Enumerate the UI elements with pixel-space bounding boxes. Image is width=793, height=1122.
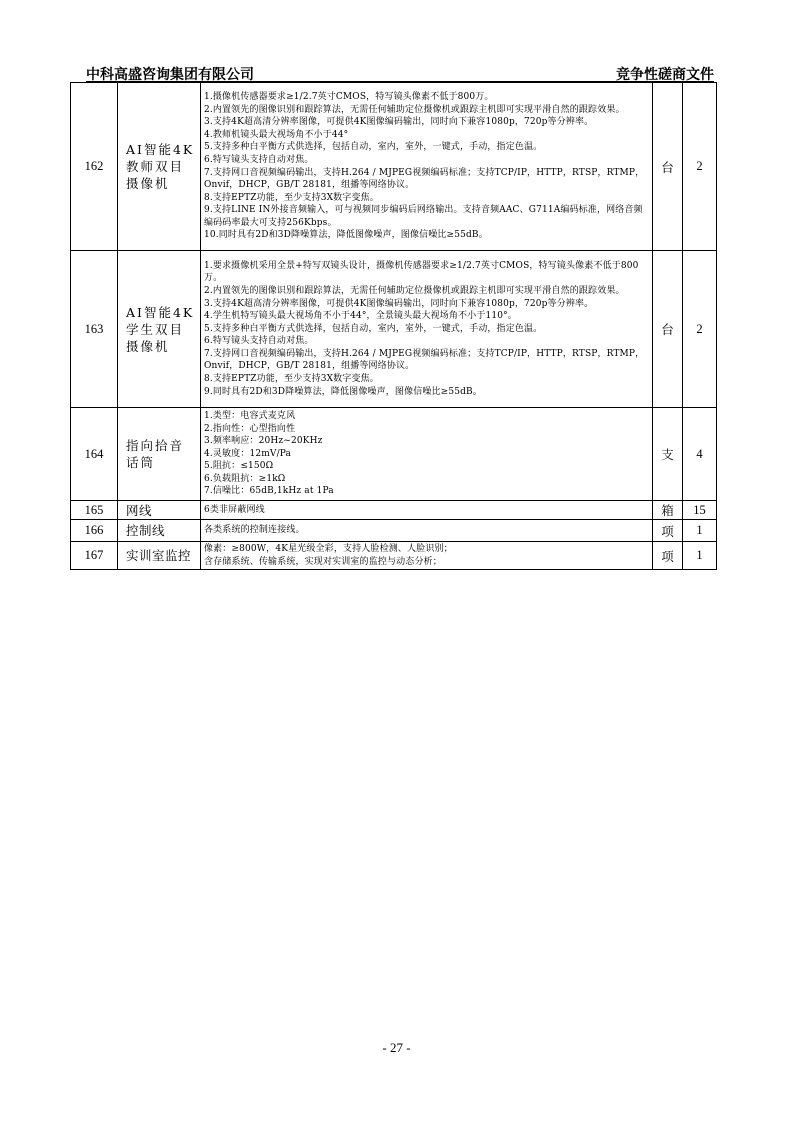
table-row bbox=[71, 520, 717, 542]
table-row bbox=[71, 83, 717, 251]
spec-line: 1.要求摄像机采用全景+特写双镜头设计，摄像机传感器要求≥1/2.7英寸CMOS，特写镜头像素不低于800万。 bbox=[204, 260, 639, 284]
spec-line: 6.特写镜头支持自动对焦。 bbox=[204, 336, 314, 347]
item-spec bbox=[201, 501, 653, 520]
spec-line: 7.支持网口音视频编码输出，支持H.264 / MJPEG视频编码标准；支持TCP/IP，HTTP，RTSP，RTMP，Onvif，DHCP，GB/T 28181，组播等网络协议。 bbox=[204, 167, 645, 191]
spec-line: 9.支持LINE IN外接音频输入，可与视频同步编码后网络输出。支持音频AAC、G711A编码标准，网络音频编码码率最大可支持256Kbps。 bbox=[204, 205, 643, 228]
spec-line: 像素：≥800W，4K星光级全彩，支持人脸检测、人脸识别； bbox=[204, 544, 453, 554]
table-row bbox=[71, 542, 717, 570]
item-quantity: 4 bbox=[683, 408, 717, 501]
spec-line: 4.学生机特写镜头最大视场角不小于44°，全景镜头最大视场角不小于110°。 bbox=[204, 311, 517, 322]
spec-line: 2.内置领先的图像识别和跟踪算法，无需任何辅助定位摄像机或跟踪主机即可实现平滑自然的跟踪效果。 bbox=[204, 104, 625, 115]
row-number: 163 bbox=[71, 251, 118, 408]
item-unit: 项 bbox=[653, 520, 683, 542]
spec-line: 8.支持EPTZ功能，至少支持3X数字变焦。 bbox=[204, 192, 379, 203]
spec-line: 4.教师机镜头最大视场角不小于44° bbox=[204, 129, 349, 140]
spec-line: 1.类型：电容式麦克风 bbox=[204, 410, 296, 421]
spec-line: 5.阻抗：≤150Ω bbox=[204, 461, 274, 472]
spec-line: 8.支持EPTZ功能，至少支持3X数字变焦。 bbox=[204, 374, 379, 385]
spec-line: 2.内置领先的图像识别和跟踪算法，无需任何辅助定位摄像机或跟踪主机即可实现平滑自然的跟踪效果。 bbox=[204, 285, 625, 296]
item-quantity: 1 bbox=[683, 520, 717, 542]
spec-line: 3.支持4K超高清分辨率图像，可提供4K图像编码输出，同时向下兼容1080p，720p等分辨率。 bbox=[204, 298, 594, 309]
spec-line: 6.负载阻抗：≥1kΩ bbox=[204, 473, 286, 484]
spec-line: 2.指向性：心型指向性 bbox=[204, 423, 296, 434]
item-unit: 支 bbox=[653, 408, 683, 501]
item-spec bbox=[201, 251, 653, 408]
spec-line: 3.支持4K超高清分辨率图像，可提供4K图像编码输出，同时向下兼容1080p，720p等分辨率。 bbox=[204, 117, 594, 128]
item-quantity: 1 bbox=[683, 542, 717, 570]
item-unit: 台 bbox=[653, 251, 683, 408]
row-number: 167 bbox=[71, 542, 118, 570]
page-number: - 27 - bbox=[382, 1040, 411, 1055]
spec-line: 7.信噪比：65dB,1kHz at 1Pa bbox=[204, 486, 334, 497]
item-name: AI智能4K学生双目摄像机 bbox=[118, 251, 201, 408]
spec-line: 7.支持网口音视频编码输出，支持H.264 / MJPEG视频编码标准；支持TCP/IP，HTTP，RTSP，RTMP，Onvif，DHCP，GB/T 28181，组播等网络协议。 bbox=[204, 348, 645, 372]
item-spec bbox=[201, 542, 653, 570]
item-unit: 项 bbox=[653, 542, 683, 570]
item-name: 实训室监控 bbox=[118, 542, 201, 570]
item-unit: 台 bbox=[653, 83, 683, 251]
spec-line: 5.支持多种白平衡方式供选择，包括自动，室内，室外，一键式，手动，指定色温。 bbox=[204, 142, 543, 153]
spec-line: 4.灵敏度：12mV/Pa bbox=[204, 448, 292, 459]
table-row bbox=[71, 501, 717, 520]
spec-table bbox=[70, 82, 717, 570]
item-name: 指向拾音话筒 bbox=[118, 408, 201, 501]
spec-line: 10.同时具有2D和3D降噪算法，降低图像噪声，图像信噪比≥55dB。 bbox=[204, 230, 488, 241]
spec-line: 6.特写镜头支持自动对焦。 bbox=[204, 154, 314, 165]
item-spec bbox=[201, 408, 653, 501]
spec-line: 含存储系统、传输系统，实现对实训室的监控与动态分析； bbox=[204, 556, 442, 567]
spec-line: 各类系统的控制连接线。 bbox=[204, 525, 305, 536]
spec-line: 5.支持多种白平衡方式供选择，包括自动，室内，室外，一键式，手动，指定色温。 bbox=[204, 323, 543, 334]
row-number: 165 bbox=[71, 501, 118, 520]
item-spec bbox=[201, 520, 653, 542]
header-company: 中科高盛咨询集团有限公司 bbox=[86, 67, 254, 83]
item-name: 控制线 bbox=[118, 520, 201, 542]
item-quantity: 2 bbox=[683, 251, 717, 408]
item-unit: 箱 bbox=[653, 501, 683, 520]
item-quantity: 2 bbox=[683, 83, 717, 251]
item-quantity: 15 bbox=[683, 501, 717, 520]
table-row bbox=[71, 251, 717, 408]
row-number: 166 bbox=[71, 520, 118, 542]
item-name: AI智能4K教师双目摄像机 bbox=[118, 83, 201, 251]
spec-line: 1.摄像机传感器要求≥1/2.7英寸CMOS，特写镜头像素不低于800万。 bbox=[204, 91, 494, 102]
spec-line: 9.同时具有2D和3D降噪算法，降低图像噪声，图像信噪比≥55dB。 bbox=[204, 386, 482, 397]
spec-line: 6类非屏蔽网线 bbox=[204, 504, 265, 515]
item-spec bbox=[201, 83, 653, 251]
table-row bbox=[71, 408, 717, 501]
row-number: 164 bbox=[71, 408, 118, 501]
item-name: 网线 bbox=[118, 501, 201, 520]
spec-line: 3.频率响应：20Hz~20KHz bbox=[204, 436, 323, 447]
header-doc-type: 竞争性磋商文件 bbox=[616, 67, 714, 83]
row-number: 162 bbox=[71, 83, 118, 251]
